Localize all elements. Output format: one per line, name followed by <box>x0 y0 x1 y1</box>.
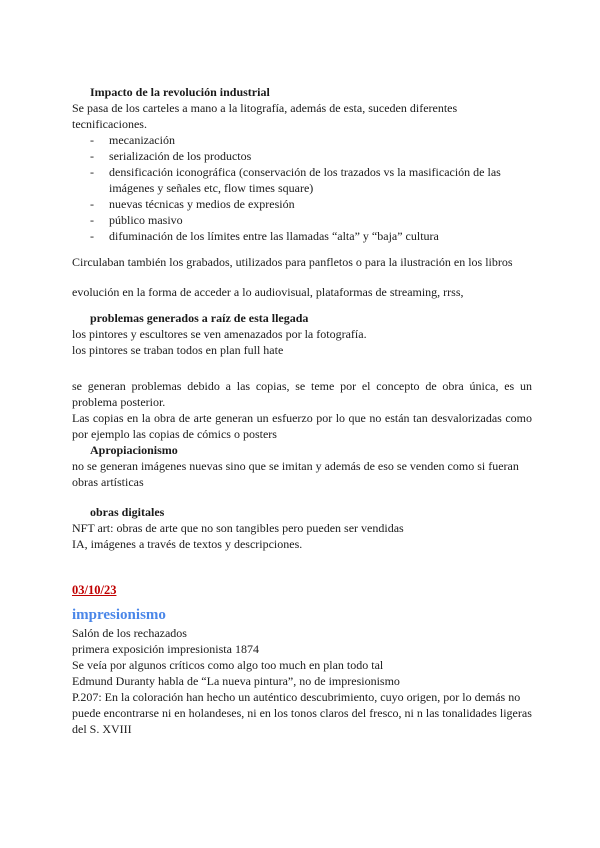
impressionism-line-4: Edmund Duranty habla de “La nueva pintura”, no de impresionismo <box>72 674 400 688</box>
heading-digital-works: obras digitales <box>90 505 165 519</box>
list-item: - densificación iconográfica (conservación de los trazados vs la masificación de las imágenes y señales etc, flow times square) <box>90 165 501 195</box>
section-title-impressionism: impresionismo <box>72 607 166 623</box>
heading-appropriationism: Apropiacionismo <box>90 443 178 457</box>
impressionism-line-3: Se veía por algunos críticos como algo too much en plan todo tal <box>72 658 384 672</box>
date-heading: 03/10/23 <box>72 583 117 597</box>
list-item: - serialización de los productos <box>90 149 252 163</box>
audiovisual-paragraph: evolución en la forma de acceder a lo audiovisual, plataformas de streaming, rrss, <box>72 285 464 299</box>
list-item: - mecanización <box>90 133 175 147</box>
heading-industrial-revolution: Impacto de la revolución industrial <box>90 85 270 99</box>
bullet-list <box>72 132 532 244</box>
engravings-paragraph: Circulaban también los grabados, utilizados para panfletos o para la ilustración en los libros <box>72 255 513 269</box>
list-item: - difuminación de los límites entre las llamadas “alta” y “baja” cultura <box>90 229 439 243</box>
intro-paragraph: Se pasa de los carteles a mano a la litografía, además de esta, suceden diferentes tecnificaciones. <box>72 101 458 131</box>
problems-line-2: los pintores se traban todos en plan full hate <box>72 343 284 357</box>
copies-paragraph: se generan problemas debido a las copias, se teme por el concepto de obra única, es un problema posterior. <box>72 379 532 409</box>
heading-problems: problemas generados a raíz de esta llegada <box>90 311 309 325</box>
problems-line-1: los pintores y escultores se ven amenazados por la fotografía. <box>72 327 367 341</box>
impressionism-line-2: primera exposición impresionista 1874 <box>72 642 259 656</box>
nft-line: NFT art: obras de arte que no son tangibles pero pueden ser vendidas <box>72 521 404 535</box>
appropriationism-paragraph: no se generan imágenes nuevas sino que se imitan y además de eso se venden como si fueran obras artísticas <box>72 459 519 489</box>
copies-value-paragraph: Las copias en la obra de arte generan un esfuerzo por lo que no están tan desvalorizadas como por ejemplo las copias de cómics o posters <box>72 411 532 441</box>
list-item: - nuevas técnicas y medios de expresión <box>90 197 295 211</box>
impressionism-line-1: Salón de los rechazados <box>72 626 187 640</box>
list-item: - público masivo <box>90 213 183 227</box>
document-page <box>72 84 532 737</box>
ai-line: IA, imágenes a través de textos y descripciones. <box>72 537 303 551</box>
quote-paragraph: P.207: En la coloración han hecho un auténtico descubrimiento, cuyo origen, por lo demás no puede encontrarse ni en holandeses, ni en los tonos claros del fresco, ni n las tonalidades ligeras del S. XVIII <box>72 690 532 736</box>
